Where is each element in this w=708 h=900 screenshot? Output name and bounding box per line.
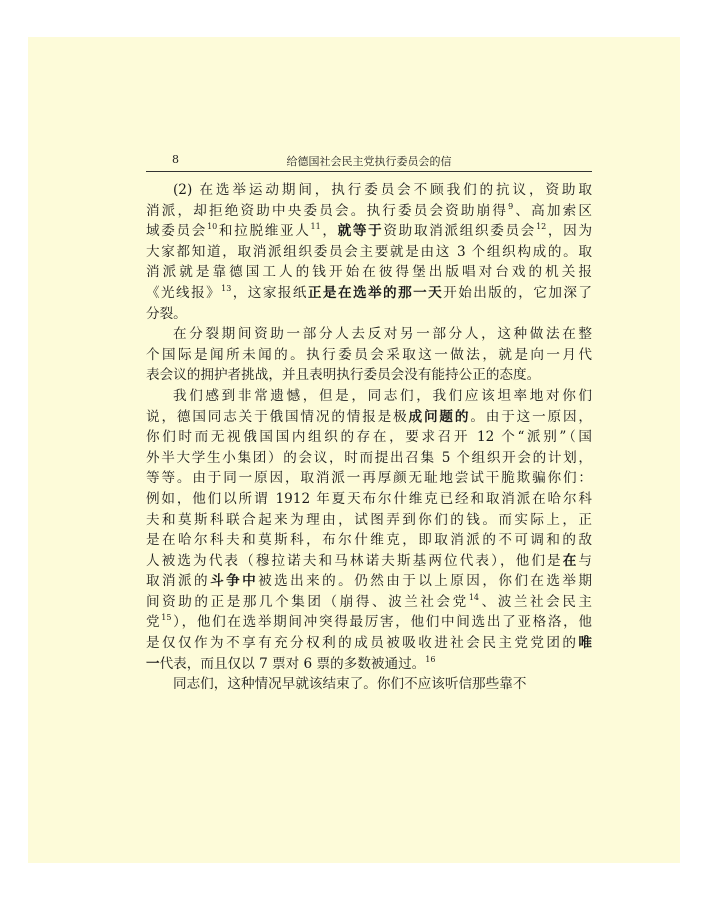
footnote-ref: 16 (425, 654, 436, 664)
page-header (146, 147, 592, 172)
text-run: 是在哈尔科夫和莫斯科，布尔什维克，即取消派的不可调和的敌 (146, 532, 592, 549)
text-run: 间资助的正是那几个集团（崩得、波兰社会党 (146, 593, 469, 610)
text-line (146, 674, 592, 695)
emphasized-text: 唯 (578, 635, 592, 652)
text-run: 个国际是闻所未闻的。执行委员会采取这一做法，就是向一月代 (146, 346, 592, 363)
footnote-ref: 12 (536, 222, 547, 232)
text-line (146, 571, 592, 592)
text-run: 同志们，这种情况早就该结束了。你们不应该听信那些靠不 (173, 676, 527, 693)
emphasized-text: 一 (146, 655, 160, 672)
text-line (146, 510, 592, 531)
text-run: 夫和莫斯科联合起来为理由，试图弄到你们的钱。而实际上，正 (146, 511, 592, 528)
text-run: 与 (578, 552, 592, 569)
footnote-ref: 15 (161, 613, 172, 623)
text-run: 例如，他们以所谓 1912 年夏天布尔什维克已经和取消派在哈尔科 (146, 490, 592, 507)
text-line (146, 180, 592, 201)
text-run: 分裂。 (146, 305, 187, 322)
text-line (146, 324, 592, 345)
text-line (146, 489, 592, 510)
text-line (146, 427, 592, 448)
text-run: 消派就是靠德国工人的钱开始在彼得堡出版唱对台戏的机关报 (146, 264, 592, 281)
text-run: 是仅仅作为不享有充分权利的成员被吸收进社会民主党党团的 (146, 635, 579, 652)
text-run: 你们时而无视俄国国内组织的存在，要求召开 12 个“派别”（国 (146, 429, 592, 446)
text-line (146, 283, 592, 304)
text-line (146, 345, 592, 366)
running-title: 给德国社会民主党执行委员会的信 (286, 155, 452, 168)
text-line (146, 654, 592, 675)
text-run: 、波兰社会民主 (479, 593, 593, 610)
text-line (146, 551, 592, 572)
text-line (146, 221, 592, 242)
text-line (146, 407, 592, 428)
emphasized-text: 就等于 (337, 223, 384, 240)
emphasized-text: 成问题的 (408, 408, 471, 425)
text-run: ，这家报纸 (231, 284, 308, 301)
footnote-ref: 9 (508, 201, 514, 211)
text-line (146, 530, 592, 551)
text-run: ，因为 (546, 223, 593, 240)
text-run: ），他们在选举期间冲突得最厉害，他们中间选出了亚格洛，他 (171, 614, 592, 631)
text-run: 、高加索区 (513, 202, 592, 219)
text-run: 。由于这一原因， (470, 408, 593, 425)
emphasized-text: 斗争中 (210, 573, 259, 590)
text-run: 人被选为代表（穆拉诺夫和马林诺夫斯基两位代表），他们是 (146, 552, 563, 569)
text-run: 域委员会 (146, 223, 208, 240)
emphasized-text: 在 (562, 552, 579, 569)
text-run: 说，德国同志关于俄国情况的情报是极 (146, 408, 409, 425)
footnote-ref: 13 (221, 283, 232, 293)
body-text (146, 180, 592, 695)
text-run: 《光线报》 (146, 284, 222, 301)
text-run: 被选出来的。仍然由于以上原因，你们在选举期 (258, 573, 593, 590)
text-line (146, 262, 592, 283)
text-line (146, 468, 592, 489)
text-line (146, 592, 592, 613)
text-run: 取消派的 (146, 573, 211, 590)
page-number: 8 (172, 153, 179, 166)
text-line (146, 386, 592, 407)
text-run: 等等。由于同一原因，取消派一再厚颜无耻地尝试干脆欺骗你们： (146, 470, 592, 487)
footnote-ref: 14 (468, 592, 480, 602)
text-line (146, 633, 592, 654)
text-run: 外半大学生小集团）的会议，时而提出召集 5 个组织开会的计划， (146, 449, 592, 466)
text-run: 资助取消派组织委员会 (383, 223, 537, 240)
text-line (146, 201, 592, 222)
text-run: 开始出版的，它加深了 (443, 284, 593, 301)
text-run: 大家都知道，取消派组织委员会主要就是由这 3 个组织构成的。取 (146, 243, 592, 260)
footnote-ref: 10 (207, 222, 218, 232)
text-run: 和拉脱维亚人 (217, 223, 311, 240)
text-run: 我们感到非常遗憾，但是，同志们，我们应该坦率地对你们 (173, 387, 592, 404)
text-run: ， (320, 223, 338, 240)
text-line (146, 612, 592, 633)
text-line (146, 448, 592, 469)
text-run: 党 (146, 614, 162, 631)
text-run: 在分裂期间资助一部分人去反对另一部分人，这种做法在整 (173, 326, 592, 343)
book-page (28, 37, 680, 863)
text-line (146, 365, 592, 386)
text-run: 表会议的拥护者挑战，并且表明执行委员会没有能持公正的态度。 (146, 367, 541, 384)
text-run: 消派，却拒绝资助中央委员会。执行委员会资助崩得 (146, 202, 509, 219)
text-line (146, 242, 592, 263)
footnote-ref: 11 (310, 222, 321, 232)
text-run: (2) 在选举运动期间，执行委员会不顾我们的抗议，资助取 (173, 182, 592, 198)
emphasized-text: 正是在选举的那一天 (307, 284, 444, 301)
text-line (146, 304, 592, 325)
text-run: 代表，而且仅以 7 票对 6 票的多数被通过。 (159, 655, 426, 672)
